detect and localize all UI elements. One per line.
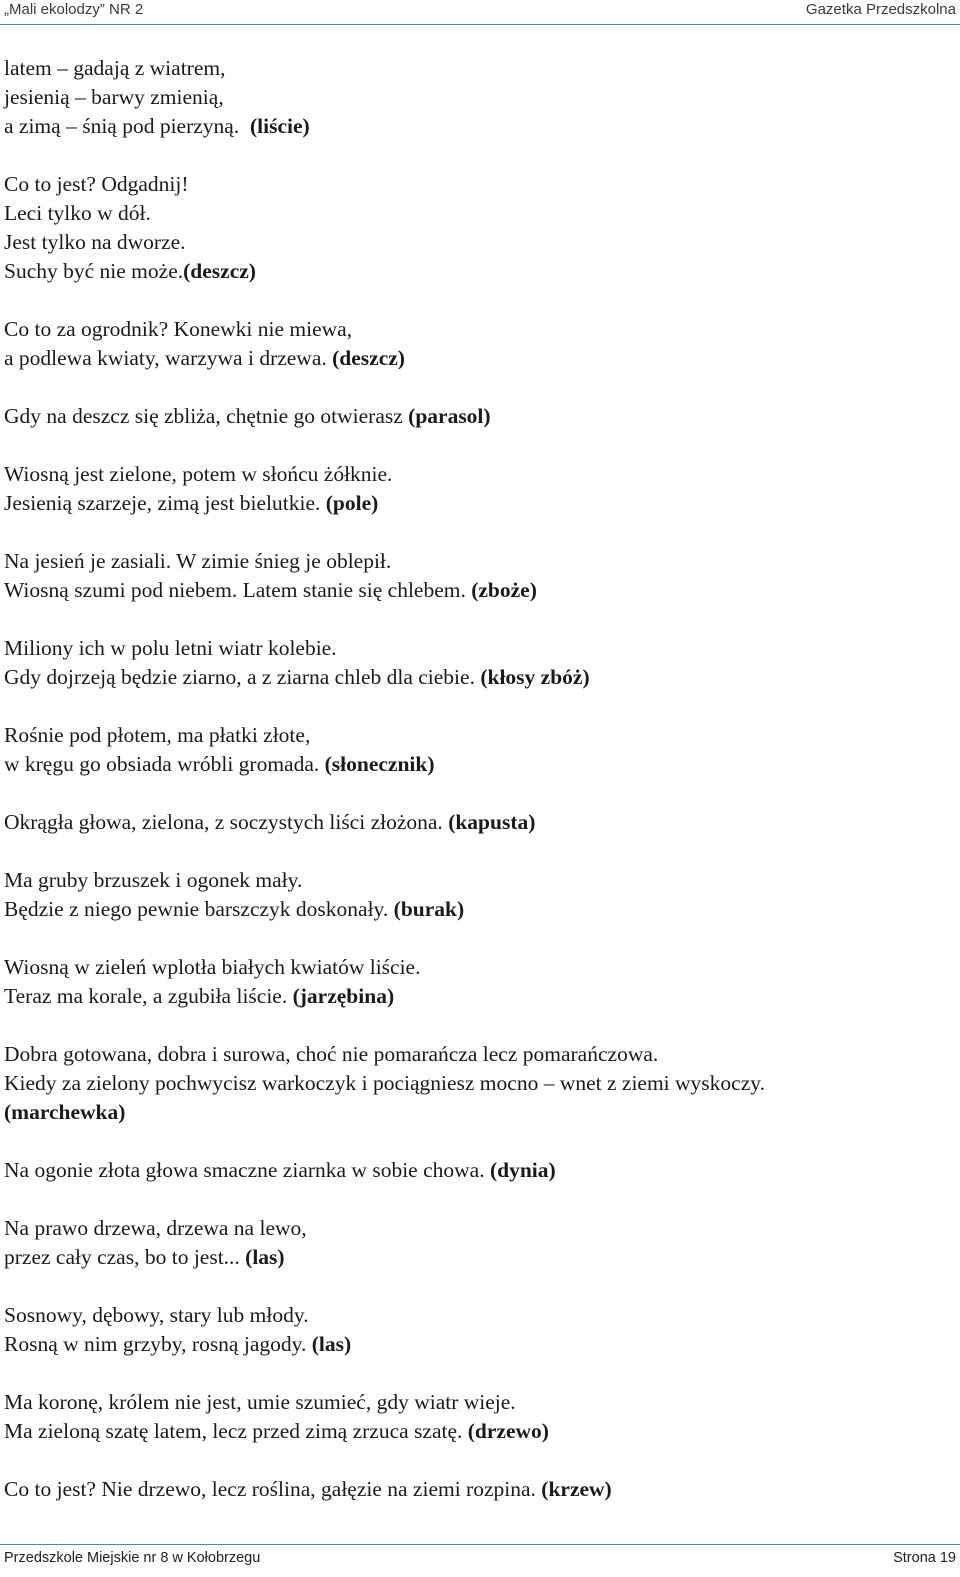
- riddle-answer: (las): [311, 1332, 352, 1356]
- riddle-text: jesienią – barwy zmienią,: [4, 85, 224, 109]
- riddle-text: latem – gadają z wiatrem,: [4, 56, 226, 80]
- riddle-line: [4, 1069, 954, 1098]
- riddle-block: [4, 1156, 954, 1185]
- riddle-line: [4, 1098, 954, 1127]
- riddle-block: [4, 54, 954, 141]
- riddle-text: Dobra gotowana, dobra i surowa, choć nie pomarańcza lecz pomarańczowa.: [4, 1042, 659, 1066]
- riddle-text: Jesienią szarzeje, zimą jest bielutkie.: [4, 491, 321, 515]
- riddle-block: [4, 634, 954, 692]
- riddle-text: Gdy dojrzeją będzie ziarno, a z ziarna chleb dla ciebie.: [4, 665, 475, 689]
- riddle-line: [4, 750, 954, 779]
- riddle-line: [4, 663, 954, 692]
- riddle-text: przez cały czas, bo to jest...: [4, 1245, 240, 1269]
- school-name: Przedszkole Miejskie nr 8 w Kołobrzegu: [4, 1550, 261, 1566]
- riddle-line: [4, 112, 954, 141]
- riddle-text: Suchy być nie może.: [4, 259, 184, 283]
- riddle-line: [4, 982, 954, 1011]
- riddle-line: [4, 1417, 954, 1446]
- riddle-block: [4, 460, 954, 518]
- riddle-block: [4, 1475, 954, 1504]
- riddle-block: [4, 1214, 954, 1272]
- riddle-text: a podlewa kwiaty, warzywa i drzewa.: [4, 346, 327, 370]
- riddle-text: Gdy na deszcz się zbliża, chętnie go otwierasz: [4, 404, 403, 428]
- riddle-line: [4, 895, 954, 924]
- riddle-block: [4, 953, 954, 1011]
- riddle-line: [4, 315, 954, 344]
- riddle-text: Wiosną w zieleń wplotła białych kwiatów liście.: [4, 955, 421, 979]
- riddle-line: [4, 1330, 954, 1359]
- riddle-line: [4, 460, 954, 489]
- riddle-block: [4, 1388, 954, 1446]
- riddle-text: Teraz ma korale, a zgubiła liście.: [4, 984, 288, 1008]
- page-footer: [0, 1544, 960, 1577]
- riddle-block: [4, 866, 954, 924]
- riddle-text: Miliony ich w polu letni wiatr kolebie.: [4, 636, 337, 660]
- riddle-line: [4, 228, 954, 257]
- riddle-line: [4, 83, 954, 112]
- riddle-answer: (kłosy zbóż): [480, 665, 590, 689]
- riddle-answer: (marchewka): [4, 1100, 126, 1124]
- riddle-block: [4, 721, 954, 779]
- riddle-line: [4, 199, 954, 228]
- riddle-block: [4, 1040, 954, 1127]
- riddle-text: Ma gruby brzuszek i ogonek mały.: [4, 868, 303, 892]
- riddle-text: Ma zieloną szatę latem, lecz przed zimą zrzuca szatę.: [4, 1419, 463, 1443]
- riddle-line: [4, 1040, 954, 1069]
- riddle-text: a zimą – śnią pod pierzyną.: [4, 114, 240, 138]
- riddle-line: [4, 257, 954, 286]
- riddle-line: [4, 1156, 954, 1185]
- riddle-text: Kiedy za zielony pochwycisz warkoczyk i pociągniesz mocno – wnet z ziemi wyskoczy.: [4, 1071, 765, 1095]
- riddle-line: [4, 402, 954, 431]
- riddle-line: [4, 576, 954, 605]
- riddle-block: [4, 547, 954, 605]
- riddle-answer: (pole): [325, 491, 379, 515]
- riddle-text: Sosnowy, dębowy, stary lub młody.: [4, 1303, 309, 1327]
- riddle-line: [4, 866, 954, 895]
- riddle-answer: (dynia): [489, 1158, 556, 1182]
- riddle-text: Okrągła głowa, zielona, z soczystych liści złożona.: [4, 810, 443, 834]
- riddle-line: [4, 1475, 954, 1504]
- riddle-block: [4, 315, 954, 373]
- riddle-answer: (deszcz): [332, 346, 405, 370]
- riddle-line: [4, 1243, 954, 1272]
- riddle-answer: (słonecznik): [324, 752, 435, 776]
- riddle-line: [4, 170, 954, 199]
- riddle-answer: (las): [245, 1245, 285, 1269]
- riddle-block: [4, 1301, 954, 1359]
- riddle-text: Ma koronę, królem nie jest, umie szumieć, gdy wiatr wieje.: [4, 1390, 516, 1414]
- riddle-text: Na ogonie złota głowa smaczne ziarnka w sobie chowa.: [4, 1158, 485, 1182]
- riddle-text: Rośnie pod płotem, ma płatki złote,: [4, 723, 311, 747]
- riddle-block: [4, 402, 954, 431]
- riddle-line: [4, 721, 954, 750]
- riddle-line: [4, 953, 954, 982]
- riddle-answer: (jarzębina): [292, 984, 395, 1008]
- riddle-text: Będzie z niego pewnie barszczyk doskonały.: [4, 897, 389, 921]
- riddle-text: Co to jest? Nie drzewo, lecz roślina, gałęzie na ziemi rozpina.: [4, 1477, 536, 1501]
- riddle-answer: (parasol): [408, 404, 491, 428]
- riddle-block: [4, 170, 954, 286]
- riddle-answer: (burak): [393, 897, 465, 921]
- riddle-text: w kręgu go obsiada wróbli gromada.: [4, 752, 320, 776]
- riddle-line: [4, 1388, 954, 1417]
- riddle-answer: (liście): [249, 114, 310, 138]
- riddle-line: [4, 1214, 954, 1243]
- riddle-text: Na prawo drzewa, drzewa na lewo,: [4, 1216, 307, 1240]
- riddle-line: [4, 547, 954, 576]
- riddle-line: [4, 634, 954, 663]
- riddle-text: Rosną w nim grzyby, rosną jagody.: [4, 1332, 307, 1356]
- riddle-line: [4, 489, 954, 518]
- riddle-answer: (kapusta): [448, 810, 536, 834]
- riddle-text: Wiosną jest zielone, potem w słońcu żółknie.: [4, 462, 393, 486]
- riddle-answer: (krzew): [541, 1477, 612, 1501]
- riddle-line: [4, 808, 954, 837]
- riddle-line: [4, 1301, 954, 1330]
- page-header: [0, 0, 960, 25]
- riddle-text: Co to jest? Odgadnij!: [4, 172, 189, 196]
- page-number: Strona 19: [893, 1550, 956, 1566]
- riddle-line: [4, 344, 954, 373]
- riddle-text: Jest tylko na dworze.: [4, 230, 186, 254]
- riddle-text: Leci tylko w dół.: [4, 201, 151, 225]
- publication-name: Gazetka Przedszkolna: [805, 1, 956, 18]
- riddle-answer: (drzewo): [467, 1419, 549, 1443]
- newsletter-title: „Mali ekolodzy” NR 2: [4, 1, 144, 18]
- riddle-list: [4, 54, 954, 1533]
- riddle-answer: (deszcz): [183, 259, 256, 283]
- riddle-block: [4, 808, 954, 837]
- riddle-text: Wiosną szumi pod niebem. Latem stanie się chlebem.: [4, 578, 466, 602]
- riddle-line: [4, 54, 954, 83]
- riddle-answer: (zboże): [471, 578, 537, 602]
- riddle-text: Co to za ogrodnik? Konewki nie miewa,: [4, 317, 353, 341]
- riddle-separator: [239, 114, 250, 138]
- riddle-text: Na jesień je zasiali. W zimie śnieg je oblepił.: [4, 549, 392, 573]
